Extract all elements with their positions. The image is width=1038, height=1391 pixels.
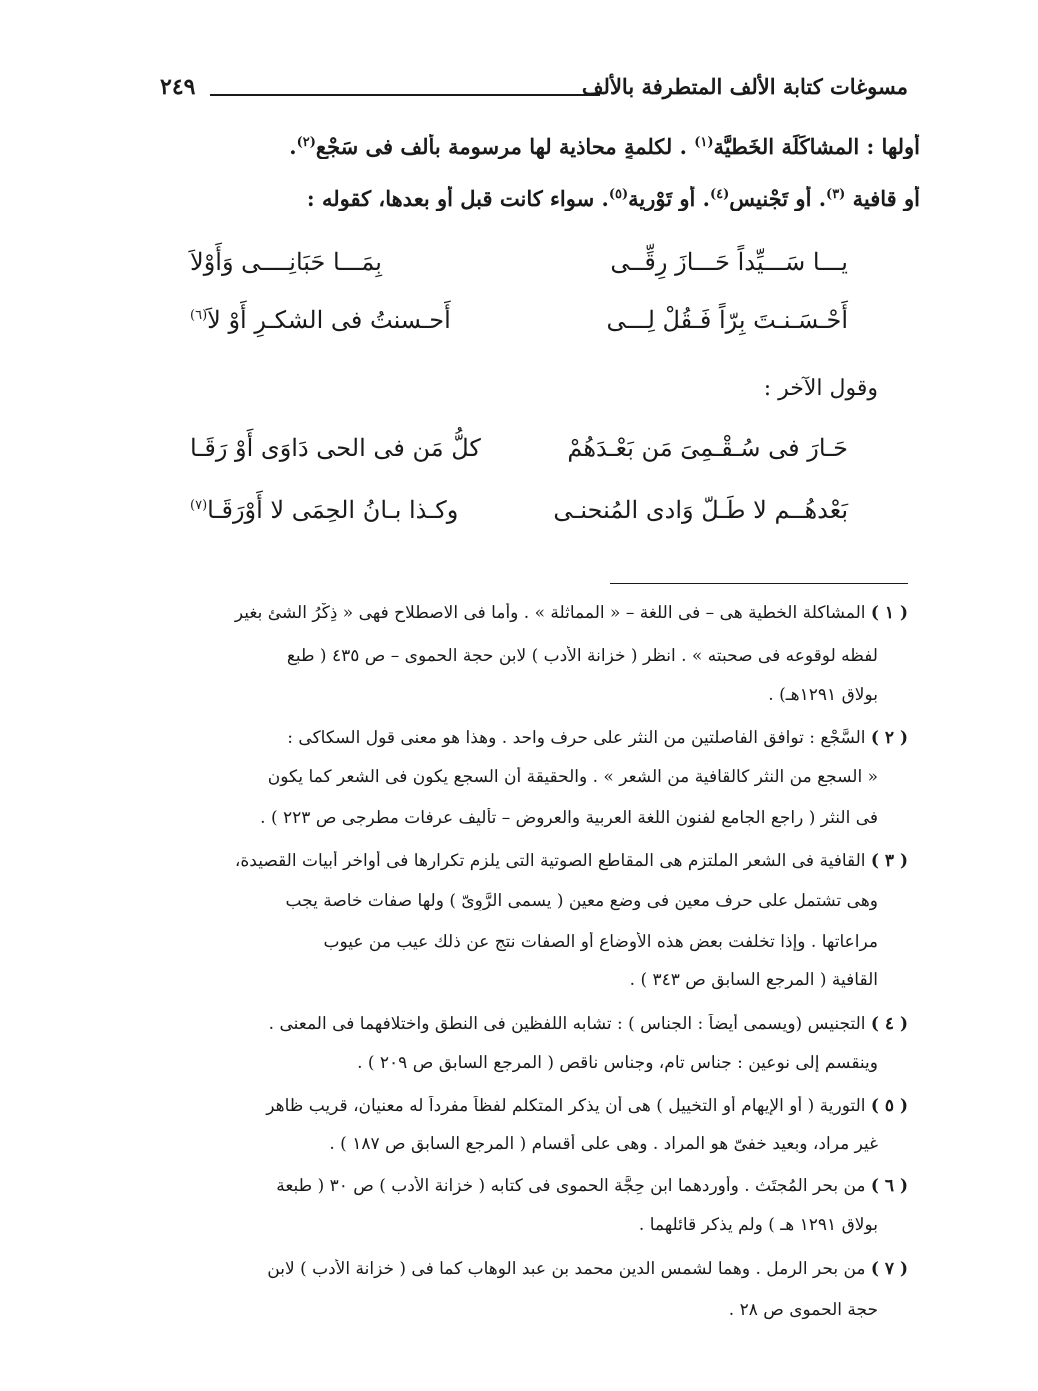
page-number: ٢٤٩ — [160, 74, 196, 100]
footnote-ref: (١) — [694, 135, 714, 150]
footnote-5-line-2: غير مراد، وبعيد خفىّ هو المراد . وهى على أقسام ( المرجع السابق ص ١٨٧ ) . — [329, 1134, 878, 1154]
hemistich-text: أَحـسنتُ فى الشكـرِ أَوْ لاَ — [207, 306, 451, 334]
footnote-6-line-2: بولاق ١٢٩١ هـ ) ولم يذكر قائلهما . — [638, 1215, 878, 1235]
footnote-5-line-1 — [160, 1096, 908, 1116]
footnote-text: من بحر المُجتَث . وأوردهما ابن حِجَّة الحموى فى كتابه ( خزانة الأدب ) ص ٣٠ ( طبعة — [276, 1176, 866, 1196]
footnote-6-line-1 — [160, 1176, 908, 1196]
chapter-title: مسوغات كتابة الألف المتطرفة بالألف — [581, 74, 908, 99]
verse-1-second-hemistich — [190, 248, 530, 276]
footnote-2-line-1 — [160, 728, 908, 748]
footnote-marker: ( ٢ ) — [870, 728, 908, 748]
footnote-7-line-2: حجة الحموى ص ٢٨ . — [728, 1300, 878, 1320]
footnote-marker: ( ١ ) — [870, 603, 908, 623]
footnote-2-line-2: « السجع من النثر كالقافية من الشعر » . والحقيقة أن السجع يكون فى الشعر كما يكون — [267, 767, 878, 787]
hemistich-text: بِمَـــا حَبَانِــــى وَأَوْلاَ — [190, 248, 382, 276]
body-text: . سواء كانت قبل أو بعدها، كقوله : — [306, 186, 609, 211]
footnote-marker: ( ٤ ) — [870, 1014, 908, 1034]
footnote-text: المشاكلة الخطية هى – فى اللغة – « المماثلة » . وأما فى الاصطلاح فهى « ذِكْرُ الشئ بغير — [234, 603, 866, 623]
body-line-2 — [160, 186, 920, 211]
body-text: : المشاكَلَة الخَطيَّة — [713, 134, 882, 159]
footnote-ref: (٣) — [826, 187, 846, 202]
running-header — [160, 72, 908, 112]
verse-4-second-hemistich — [190, 496, 530, 524]
footnote-4-line-1 — [160, 1014, 908, 1034]
verse-1-first-hemistich: يـــا سَـــيِّداً حَـــازَ رِقِّــى — [610, 248, 848, 276]
body-text: أو قافية — [845, 186, 920, 211]
verse-4-first-hemistich: بَعْدهُــم لا طَـلّ وَادى المُنحنـى — [553, 496, 848, 524]
footnote-3-line-2: وهى تشتمل على حرف معين فى وضع معين ( يسمى الرَّوِىّ ) ولها صفات خاصة يجب — [285, 891, 878, 911]
footnote-text: القافية فى الشعر الملتزم هى المقاطع الصوتية التى يلزم تكرارها فى أواخر أبيات القصيدة، — [234, 851, 866, 871]
footnote-separator — [610, 583, 908, 584]
footnote-text: من بحر الرمل . وهما لشمس الدين محمد بن عبد الوهاب كما فى ( خزانة الأدب ) لابن — [267, 1259, 866, 1279]
footnote-3-line-3: مراعاتها . وإذا تخلفت بعض هذه الأوضاع أو الصفات نتج عن ذلك عيب من عيوب — [323, 932, 878, 952]
footnote-ref: (٥) — [608, 187, 629, 202]
footnote-text: التورية ( أو الإيهام أو التخييل ) هى أن يذكر المتكلم لفظاً مفرداً له معنيان، قريب ظاهر — [266, 1096, 866, 1116]
body-text: . أو تَوْرية — [628, 186, 710, 211]
footnote-2-line-3: فى النثر ( راجع الجامع لفنون اللغة العربية والعروض – تأليف عرفات مطرجى ص ٢٢٣ ) . — [260, 808, 878, 828]
footnote-marker: ( ٧ ) — [870, 1259, 908, 1279]
footnote-marker: ( ٦ ) — [870, 1176, 908, 1196]
footnote-ref: (٢) — [296, 135, 316, 150]
footnote-1-line-1 — [160, 603, 908, 623]
body-line-1 — [160, 134, 920, 159]
footnote-text: التجنيس (ويسمى أيضاً : الجناس ) : تشابه اللفظين فى النطق واختلافهما فى المعنى . — [268, 1014, 866, 1034]
footnote-1-line-3: بولاق ١٢٩١هـ) . — [768, 685, 878, 705]
verse-3-second-hemistich — [190, 434, 530, 462]
body-text: . — [289, 134, 297, 159]
hemistich-text: كلُّ مَن فى الحى دَاوَى أَوْ رَقَـا — [190, 434, 481, 462]
footnote-1-line-2: لفظه لوقوعه فى صحبته » . انظر ( خزانة الأدب ) لابن حجة الحموى – ص ٤٣٥ ( طبع — [286, 646, 878, 666]
body-text: . أو تَجْنيس — [729, 186, 827, 211]
footnote-ref: (٤) — [709, 187, 730, 202]
lead-word: أولها — [881, 134, 920, 159]
footnote-ref: (٦) — [190, 308, 208, 323]
footnote-7-line-1 — [160, 1259, 908, 1279]
footnote-marker: ( ٣ ) — [870, 851, 908, 871]
footnote-marker: ( ٥ ) — [870, 1096, 908, 1116]
hemistich-text: وكـذا بـانُ الحِمَى لا أَوْرَقَـا — [207, 496, 459, 524]
verse-3-first-hemistich: حَـارَ فى سُـقْـمِىَ مَن بَعْـدَهُمْ — [567, 434, 848, 462]
verse-2-first-hemistich: أَحْـسَـنـتَ بِرّاً فَـقُلْ لِـــى — [606, 306, 848, 334]
footnote-4-line-2: وينقسم إلى نوعين : جناس تام، وجناس ناقص ( المرجع السابق ص ٢٠٩ ) . — [357, 1053, 878, 1073]
verse-2-second-hemistich — [190, 306, 530, 334]
header-rule — [210, 94, 600, 96]
body-text: . لكلمةٍ محاذية لها مرسومة بألف فى سَجْعٍ — [315, 134, 695, 159]
footnote-text: السَّجْع : توافق الفاصلتين من النثر على حرف واحد . وهذا هو معنى قول السكاكى : — [287, 728, 866, 748]
footnote-3-line-4: القافية ( المرجع السابق ص ٣٤٣ ) . — [629, 970, 878, 990]
footnote-3-line-1 — [160, 851, 908, 871]
footnote-ref: (٧) — [190, 498, 208, 513]
attribution-line: وقول الآخر : — [763, 376, 878, 401]
